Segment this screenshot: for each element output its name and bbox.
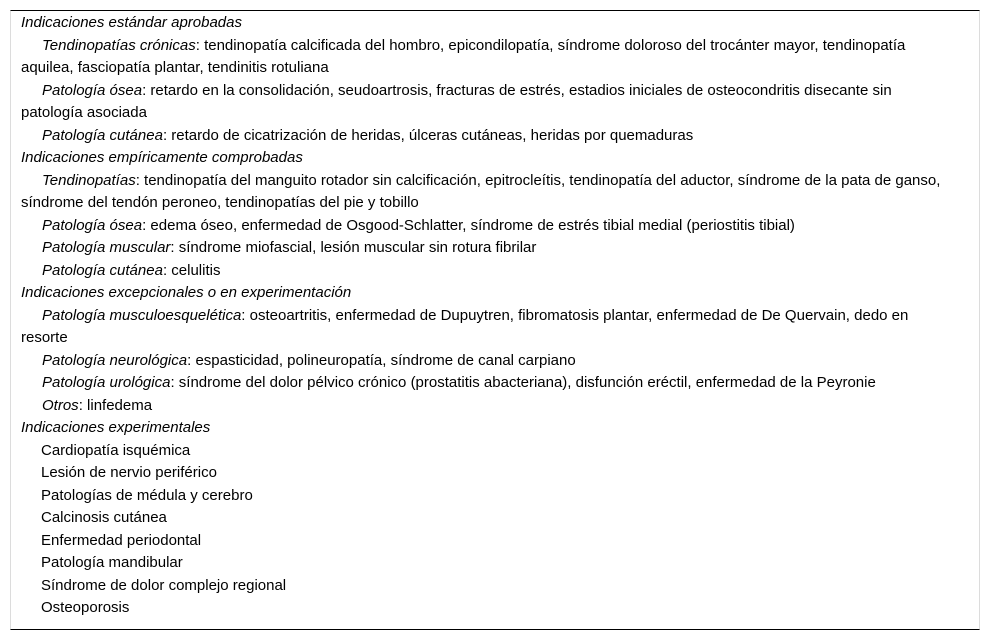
indication-item: Patología ósea: retardo en la consolidación, seudoartrosis, fracturas de estrés, estadios iniciales de osteocondritis disecante sin patología asociada <box>21 81 892 121</box>
experimental-item: Osteoporosis <box>41 599 130 616</box>
indication-text: osteoartritis, enfermedad de Dupuytren, fibromatosis plantar, enfermedad de De Quervain, dedo en resorte <box>21 306 909 346</box>
indication-item: Patología cutánea: retardo de cicatrización de heridas, úlceras cutáneas, heridas por quemaduras <box>42 126 694 144</box>
indication-text: síndrome del dolor pélvico crónico (prostatitis abacteriana), disfunción eréctil, enfermedad de la Peyronie <box>178 374 876 391</box>
indication-term: Patología ósea <box>42 216 143 234</box>
indication-item: Patología urológica: síndrome del dolor pélvico crónico (prostatitis abacteriana), disfunción eréctil, enfermedad de la Peyronie <box>42 374 876 391</box>
indication-text: tendinopatía del manguito rotador sin calcificación, epitrocleítis, tendinopatía del aductor, síndrome de la pata de ganso, síndrome del tendón peroneo, tendinopatías del pie y tobillo <box>21 171 941 211</box>
section-title: Indicaciones experimentales <box>21 419 211 436</box>
indication-term: Tendinopatías crónicas <box>42 36 196 54</box>
indication-term: Patología muscular <box>42 239 171 256</box>
experimental-item: Patologías de médula y cerebro <box>41 486 253 504</box>
experimental-item: Lesión de nervio periférico <box>41 464 217 481</box>
indication-item: Patología cutánea: celulitis <box>42 261 221 279</box>
section-title: Indicaciones excepcionales o en experimentación <box>21 284 352 301</box>
indication-term: Patología ósea <box>42 81 143 99</box>
indication-text: retardo de cicatrización de heridas, úlceras cutáneas, heridas por quemaduras <box>171 126 694 144</box>
experimental-item: Cardiopatía isquémica <box>41 441 191 459</box>
indication-text: linfedema <box>87 396 153 414</box>
indication-term: Patología cutánea <box>42 261 163 279</box>
indication-item: Otros: linfedema <box>42 396 153 414</box>
indication-term: Patología cutánea <box>42 126 163 144</box>
indication-item: Tendinopatías crónicas: tendinopatía calcificada del hombro, epicondilopatía, síndrome doloroso del trocánter mayor, tendinopatía aquilea, fasciopatía plantar, tendinitis rotuliana <box>21 36 906 76</box>
indication-term: Patología neurológica <box>42 351 188 369</box>
experimental-item: Enfermedad periodontal <box>41 531 202 549</box>
indication-text: edema óseo, enfermedad de Osgood-Schlatter, síndrome de estrés tibial medial (periostitis tibial) <box>150 216 795 234</box>
indication-item: Patología ósea: edema óseo, enfermedad de Osgood-Schlatter, síndrome de estrés tibial medial (periostitis tibial) <box>42 216 795 234</box>
section-title: Indicaciones estándar aprobadas <box>21 14 242 31</box>
indication-text: síndrome miofascial, lesión muscular sin rotura fibrilar <box>178 239 537 256</box>
indication-text: tendinopatía calcificada del hombro, epicondilopatía, síndrome doloroso del trocánter mayor, tendinopatía aquilea, fasciopatía plantar, tendinitis rotuliana <box>21 36 906 76</box>
experimental-item: Patología mandibular <box>41 554 183 571</box>
indication-term: Patología urológica <box>42 374 171 391</box>
indication-item: Patología musculoesquelética: osteoartritis, enfermedad de Dupuytren, fibromatosis plantar, enfermedad de De Quervain, dedo en resorte <box>21 306 909 346</box>
indication-text: retardo en la consolidación, seudoartrosis, fracturas de estrés, estadios iniciales de osteocondritis disecante sin patología asociada <box>21 81 892 121</box>
indication-text: espasticidad, polineuropatía, síndrome de canal carpiano <box>195 351 576 369</box>
indication-item: Patología muscular: síndrome miofascial, lesión muscular sin rotura fibrilar <box>42 239 537 256</box>
indication-term: Otros <box>42 396 79 414</box>
indication-term: Patología musculoesquelética <box>42 306 242 324</box>
experimental-item: Síndrome de dolor complejo regional <box>41 576 287 594</box>
indication-term: Tendinopatías <box>42 171 136 189</box>
experimental-item: Calcinosis cutánea <box>41 509 167 526</box>
indication-item: Patología neurológica: espasticidad, polineuropatía, síndrome de canal carpiano <box>42 351 576 369</box>
indication-text: celulitis <box>171 261 221 279</box>
indication-item: Tendinopatías: tendinopatía del manguito rotador sin calcificación, epitrocleítis, tendinopatía del aductor, síndrome de la pata de ganso, síndrome del tendón peroneo, tendinopatías del pie y tobillo <box>21 171 941 211</box>
indications-content <box>21 12 951 620</box>
section-title: Indicaciones empíricamente comprobadas <box>21 149 303 166</box>
